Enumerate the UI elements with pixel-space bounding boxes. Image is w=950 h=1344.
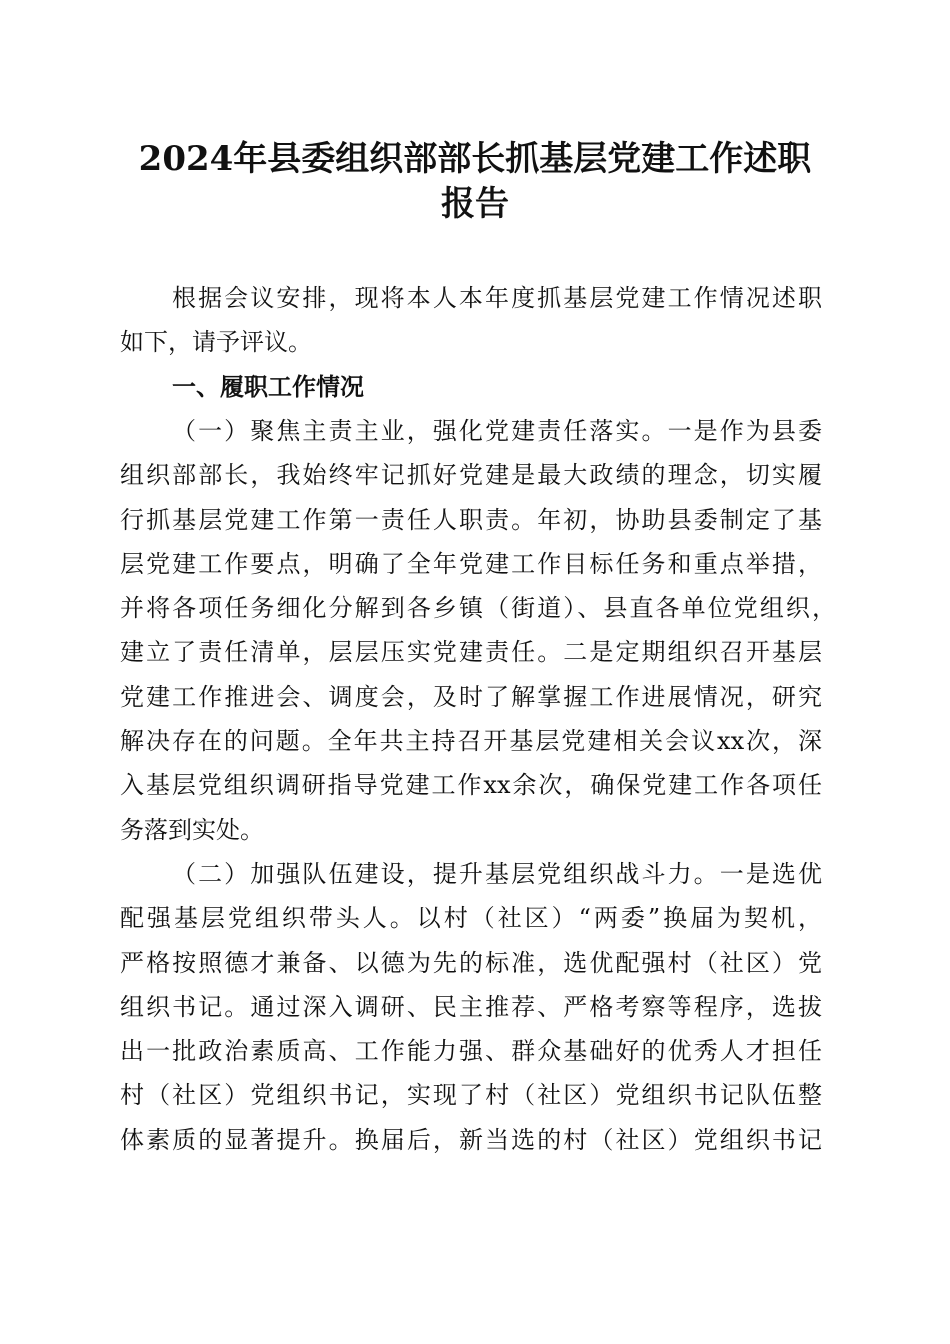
- body-text-line: 建立了责任清单，层层压实党建责任。二是定期组织召开基层: [120, 638, 822, 667]
- body-text-line: 解决存在的问题。全年共主持召开基层党建相关会议xx次，深: [120, 727, 822, 755]
- body-text-line: （二）加强队伍建设，提升基层党组织战斗力。一是选优: [172, 859, 822, 888]
- body-text-line: 组织部部长，我始终牢记抓好党建是最大政绩的理念，切实履: [120, 461, 822, 490]
- body-text-line: 体素质的显著提升。换届后，新当选的村（社区）党组织书记: [120, 1125, 822, 1154]
- body-text-line: 党建工作推进会、调度会，及时了解掌握工作进展情况，研究: [120, 682, 822, 711]
- body-text-line: 严格按照德才兼备、以德为先的标准，选优配强村（社区）党: [120, 948, 822, 977]
- body-text-line: 出一批政治素质高、工作能力强、群众基础好的优秀人才担任: [120, 1037, 822, 1066]
- document-title-continued: 报告: [441, 184, 509, 224]
- body-text-line: （一）聚焦主责主业，强化党建责任落实。一是作为县委: [172, 416, 822, 445]
- section-heading: 一、履职工作情况: [172, 371, 364, 401]
- body-text-line: 层党建工作要点，明确了全年党建工作目标任务和重点举措，: [120, 549, 822, 578]
- body-text-line: 并将各项任务细化分解到各乡镇（街道）、县直各单位党组织，: [120, 594, 836, 623]
- body-text-line: 入基层党组织调研指导党建工作xx余次，确保党建工作各项任: [120, 771, 822, 800]
- body-text-line: 行抓基层党建工作第一责任人职责。年初，协助县委制定了基: [120, 505, 822, 534]
- body-text-line: 村（社区）党组织书记，实现了村（社区）党组织书记队伍整: [120, 1081, 822, 1110]
- body-text-line: 组织书记。通过深入调研、民主推荐、严格考察等程序，选拔: [120, 992, 822, 1021]
- body-text-line: 根据会议安排，现将本人本年度抓基层党建工作情况述职: [172, 284, 822, 312]
- document-title: 2024年县委组织部部长抓基层党建工作述职: [138, 139, 812, 179]
- body-text-line: 配强基层党组织带头人。以村（社区）“两委”换届为契机，: [120, 904, 822, 933]
- body-text-line: 如下，请予评议。: [120, 328, 312, 357]
- body-text-line: 务落到实处。: [120, 815, 264, 844]
